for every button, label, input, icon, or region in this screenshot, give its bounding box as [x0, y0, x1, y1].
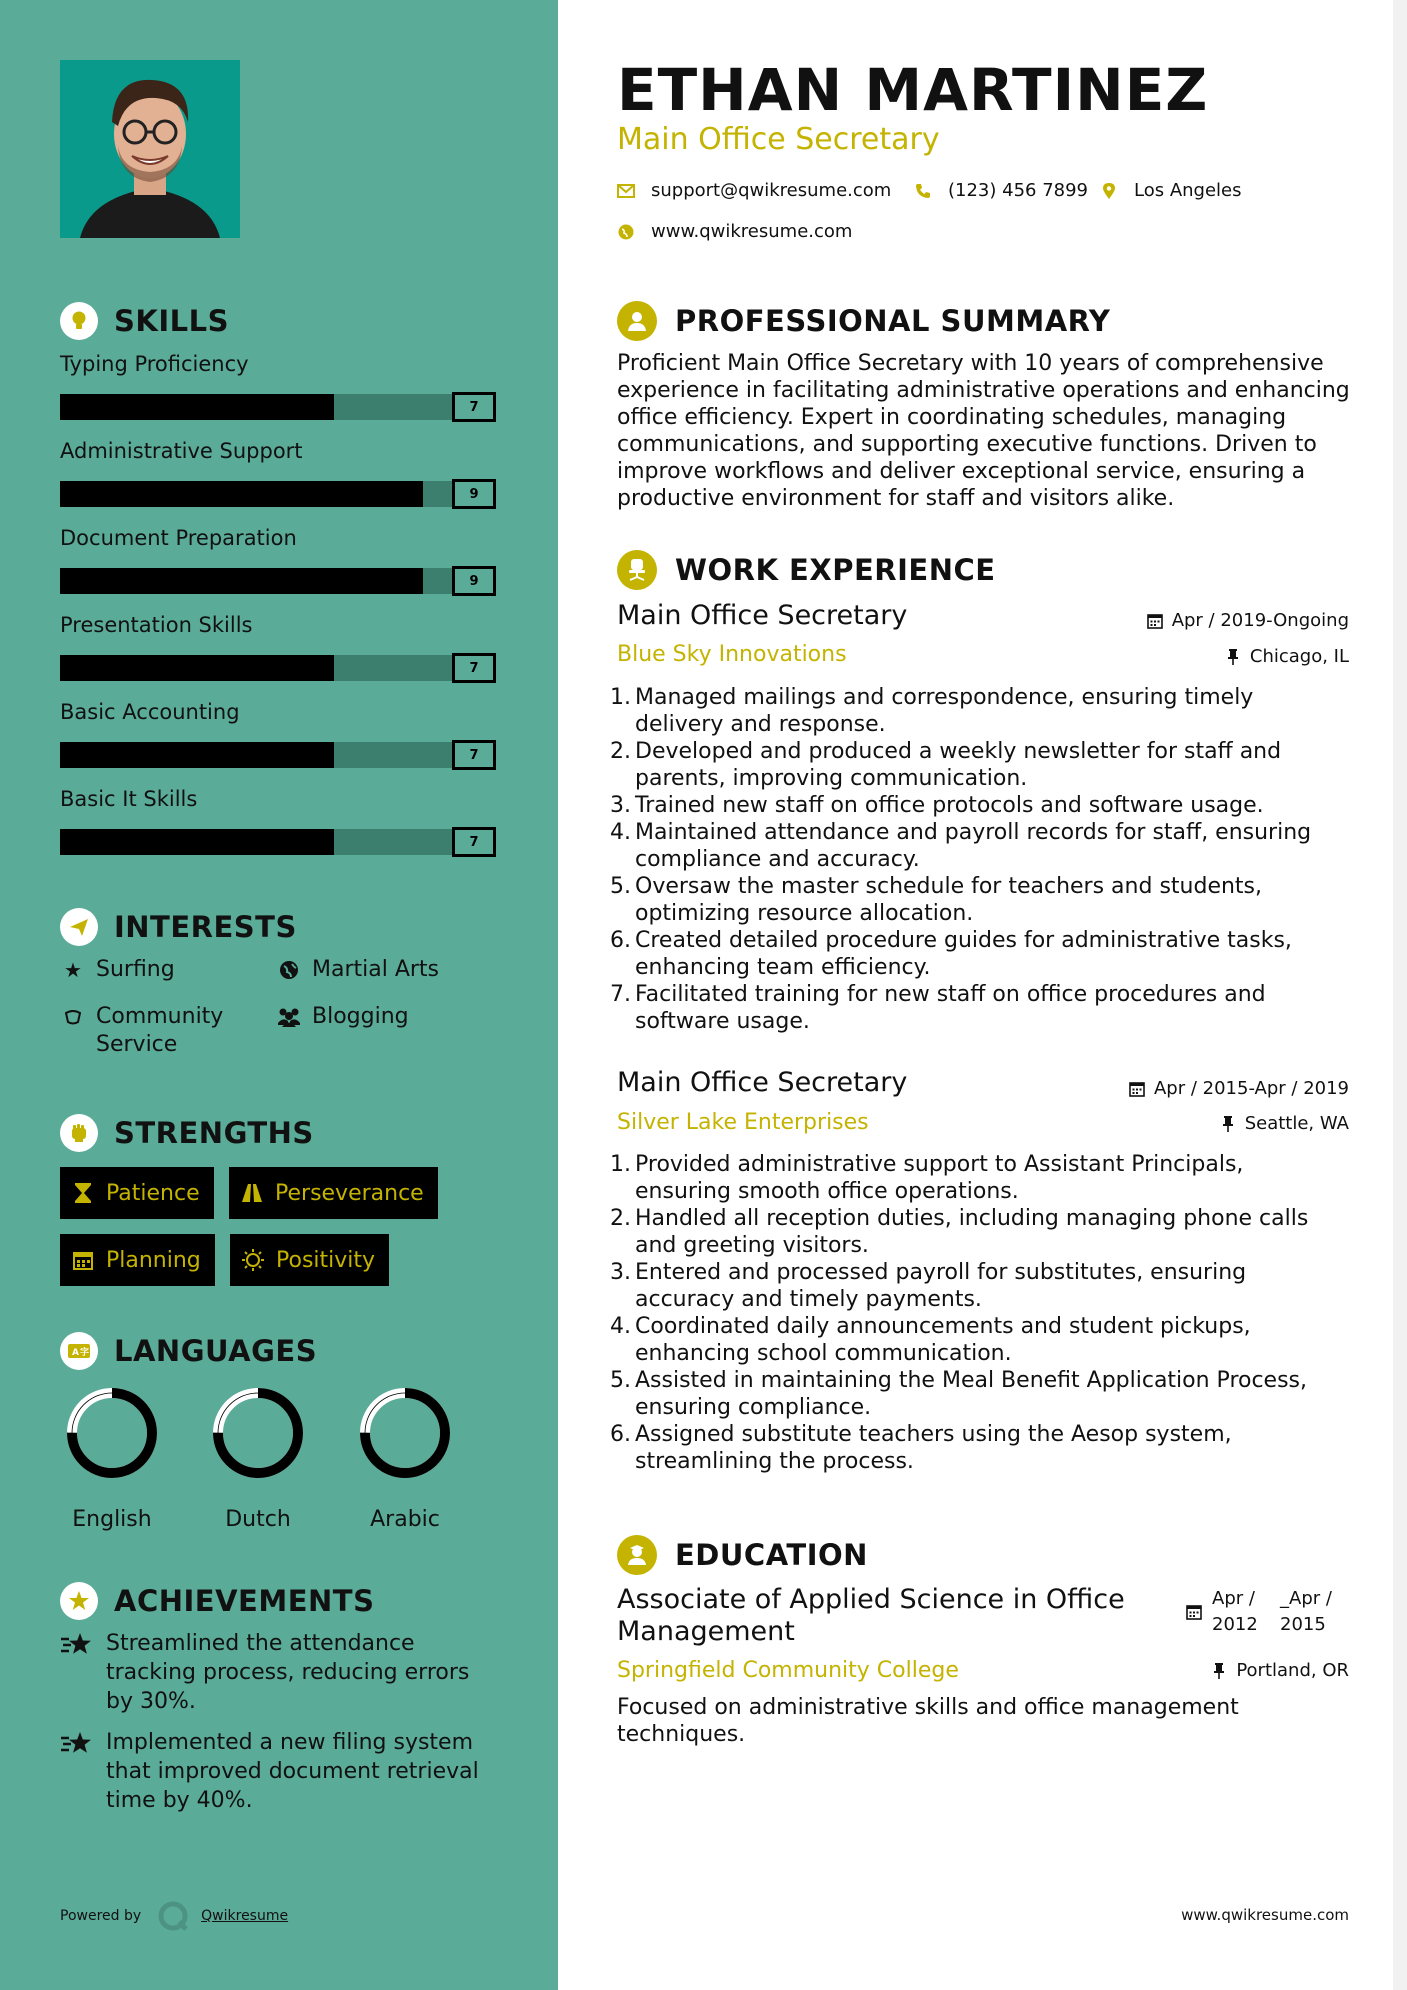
skill-bar: [60, 827, 500, 857]
duty-item: [610, 1313, 1340, 1367]
duty-item: [610, 1259, 1340, 1313]
skill-label: Document Preparation: [60, 526, 297, 550]
strength-label: Planning: [106, 1247, 201, 1273]
users-icon: [276, 1003, 302, 1031]
experience-section-header: [617, 550, 996, 590]
skill-label: Basic It Skills: [60, 787, 198, 811]
shooting-star-icon: [60, 1728, 96, 1815]
duty-number: 4.: [610, 820, 631, 845]
duty-number: 2.: [610, 739, 631, 764]
job-date-text: Apr / 2019-Ongoing: [1171, 610, 1349, 631]
pushpin-icon: [1210, 1662, 1228, 1680]
road-icon: [241, 1182, 263, 1204]
education-section-header: [617, 1535, 868, 1575]
skill-item: [60, 439, 500, 509]
office-chair-icon: [617, 550, 657, 590]
skill-level-badge: 9: [452, 479, 496, 509]
strengths-section-header: [60, 1114, 314, 1152]
candidate-name: ETHAN MARTINEZ: [617, 56, 1209, 124]
skill-bar: [60, 740, 500, 770]
skill-level-badge: 7: [452, 827, 496, 857]
job-role: Main Office Secretary: [617, 1067, 908, 1098]
strength-badge: [229, 1167, 438, 1219]
duty-text: Assigned substitute teachers using the Aesop system, streamlining the process.: [635, 1422, 1232, 1474]
achievements-title: ACHIEVEMENTS: [114, 1584, 375, 1618]
duty-number: 1.: [610, 685, 631, 710]
job-title: Main Office Secretary: [617, 122, 940, 157]
interest-item: [276, 1003, 409, 1031]
interest-label: Community Service: [96, 1004, 224, 1057]
skills-section-header: [60, 302, 229, 340]
education-degree: Associate of Applied Science in Office Management: [617, 1584, 1125, 1647]
duty-text: Entered and processed payroll for substitutes, ensuring accuracy and timely payments.: [635, 1260, 1247, 1312]
education-end-month: _Apr /: [1280, 1588, 1332, 1609]
strength-badge: [230, 1234, 389, 1286]
skill-bar: [60, 392, 500, 422]
duty-item: [610, 927, 1340, 981]
duty-text: Oversaw the master schedule for teachers and students, optimizing resource allocation.: [635, 874, 1262, 926]
job-location-text: Chicago, IL: [1249, 646, 1349, 667]
skill-level-badge: 7: [452, 392, 496, 422]
language-item: [52, 1385, 172, 1532]
duty-item: [610, 792, 1340, 819]
svg-text:A: A: [72, 1348, 79, 1358]
job-company: Silver Lake Enterprises: [617, 1110, 869, 1135]
duty-number: 4.: [610, 1314, 631, 1339]
job-date: [1128, 1078, 1349, 1099]
duty-item: [610, 738, 1340, 792]
language-icon: [60, 1332, 98, 1370]
duty-text: Maintained attendance and payroll records for staff, ensuring compliance and accuracy.: [635, 820, 1312, 872]
duty-text: Provided administrative support to Assistant Principals, ensuring smooth office operations.: [635, 1152, 1244, 1204]
star-icon: ★: [64, 958, 82, 982]
skill-bar: [60, 566, 500, 596]
achievement-item: [60, 1629, 500, 1716]
strength-badge: [60, 1234, 215, 1286]
sun-icon: [242, 1249, 264, 1271]
calendar-icon: [1186, 1586, 1204, 1638]
duty-item: [610, 819, 1340, 873]
skill-bar-fill: [60, 742, 334, 768]
language-item: [345, 1385, 465, 1532]
education-title: EDUCATION: [675, 1538, 868, 1572]
job-company: Blue Sky Innovations: [617, 642, 847, 667]
phone-icon: [914, 182, 932, 200]
interest-label: Blogging: [312, 1004, 409, 1029]
contact-email[interactable]: [617, 180, 891, 201]
duty-text: Assisted in maintaining the Meal Benefit Application Process, ensuring compliance.: [635, 1368, 1308, 1420]
summary-section-header: [617, 301, 1110, 341]
paper-plane-icon: [60, 908, 98, 946]
duty-text: Coordinated daily announcements and student pickups, enhancing school communication.: [635, 1314, 1251, 1366]
duty-number: 3.: [610, 793, 631, 818]
job-date-text: Apr / 2015-Apr / 2019: [1153, 1078, 1349, 1099]
skill-level-badge: 7: [452, 740, 496, 770]
duty-text: Facilitated training for new staff on office procedures and software usage.: [635, 982, 1266, 1034]
pushpin-icon: [1224, 648, 1242, 666]
skill-bar-fill: [60, 481, 423, 507]
education-start-year: 2012: [1212, 1614, 1258, 1635]
qwikresume-logo-icon: [157, 1900, 189, 1932]
duty-item: [610, 873, 1340, 927]
skill-bar: [60, 653, 500, 683]
duty-text: Developed and produced a weekly newsletter for staff and parents, improving communication.: [635, 739, 1282, 791]
job-location: [1219, 1113, 1349, 1134]
interest-label: Martial Arts: [312, 957, 440, 982]
skill-level-badge: 9: [452, 566, 496, 596]
powered-by: [60, 1900, 288, 1932]
interest-label: Surfing: [96, 957, 175, 982]
website-text: www.qwikresume.com: [651, 221, 853, 242]
strength-label: Positivity: [276, 1247, 376, 1273]
achievement-text: Implemented a new filing system that improved document retrieval time by 40%.: [106, 1730, 479, 1813]
skill-item: [60, 352, 500, 422]
skill-bar-fill: [60, 394, 334, 420]
hand-icon: [60, 1003, 86, 1031]
duty-number: 2.: [610, 1206, 631, 1231]
duty-number: 7.: [610, 982, 631, 1007]
lightbulb-icon: [60, 302, 98, 340]
skill-label: Basic Accounting: [60, 700, 240, 724]
svg-text:字: 字: [80, 1348, 90, 1358]
duty-item: [610, 981, 1340, 1035]
duty-text: Trained new staff on office protocols and software usage.: [635, 793, 1264, 818]
achievements-section-header: [60, 1582, 374, 1620]
skill-item: [60, 526, 500, 596]
job-location-text: Seattle, WA: [1244, 1113, 1349, 1134]
email-text: support@qwikresume.com: [651, 180, 892, 201]
interest-item: [276, 956, 439, 984]
strength-badge: [60, 1167, 214, 1219]
map-marker-icon: [1100, 182, 1118, 200]
globe-icon: [276, 956, 302, 984]
job-role: Main Office Secretary: [617, 600, 908, 631]
skill-label: Presentation Skills: [60, 613, 253, 637]
skill-item: [60, 700, 500, 770]
powered-by-label: Powered by: [60, 1908, 142, 1924]
education-description: Focused on administrative skills and office management techniques.: [617, 1695, 1239, 1747]
contact-location: [1100, 180, 1242, 201]
calendar-icon: [1146, 612, 1164, 630]
education-location-text: Portland, OR: [1236, 1660, 1349, 1681]
duty-number: 3.: [610, 1260, 631, 1285]
duty-text: Created detailed procedure guides for administrative tasks, enhancing team efficiency.: [635, 928, 1292, 980]
education-end-year: 2015: [1280, 1614, 1326, 1635]
duty-number: 5.: [610, 1368, 631, 1393]
skills-title: SKILLS: [114, 304, 229, 338]
achievement-text: Streamlined the attendance tracking process, reducing errors by 30%.: [106, 1631, 470, 1714]
summary-title: PROFESSIONAL SUMMARY: [675, 304, 1111, 338]
interests-section-header: [60, 908, 297, 946]
profile-photo: [60, 60, 240, 238]
duty-number: 5.: [610, 874, 631, 899]
job-duties: [610, 684, 1340, 1035]
skill-label: Administrative Support: [60, 439, 303, 463]
education-date: [1186, 1586, 1340, 1638]
language-label: English: [72, 1507, 152, 1532]
interest-item: [60, 956, 175, 984]
duty-number: 6.: [610, 928, 631, 953]
education-start-month: Apr /: [1212, 1588, 1255, 1609]
language-label: Dutch: [225, 1507, 291, 1532]
skill-level-badge: 7: [452, 653, 496, 683]
contact-phone[interactable]: [914, 180, 1088, 201]
education-school: Springfield Community College: [617, 1658, 959, 1683]
education-location: [1210, 1660, 1349, 1681]
contact-website[interactable]: [617, 221, 852, 242]
experience-title: WORK EXPERIENCE: [675, 553, 996, 587]
fist-icon: [60, 1114, 98, 1152]
calendar-icon: [1128, 1080, 1146, 1098]
qwikresume-link[interactable]: Qwikresume: [201, 1908, 289, 1924]
user-icon: [617, 301, 657, 341]
medal-star-icon: [60, 1582, 98, 1620]
pushpin-icon: [1219, 1115, 1237, 1133]
footer-url[interactable]: www.qwikresume.com: [1181, 1906, 1349, 1924]
language-label: Arabic: [370, 1507, 440, 1532]
languages-section-header: [60, 1332, 317, 1370]
interests-title: INTERESTS: [114, 910, 297, 944]
duty-item: [610, 1421, 1340, 1475]
duty-item: [610, 1151, 1340, 1205]
language-ring: [357, 1385, 453, 1481]
job-duties: [610, 1151, 1340, 1475]
calendar-icon: [72, 1249, 94, 1271]
skill-label: Typing Proficiency: [60, 352, 249, 376]
language-ring: [210, 1385, 306, 1481]
shooting-star-icon: [60, 1629, 96, 1716]
achievement-item: [60, 1728, 500, 1815]
phone-text: (123) 456 7899: [948, 180, 1089, 201]
duty-text: Managed mailings and correspondence, ensuring timely delivery and response.: [635, 685, 1254, 737]
globe-icon: [617, 223, 635, 241]
graduate-icon: [617, 1535, 657, 1575]
duty-text: Handled all reception duties, including managing phone calls and greeting visitors.: [635, 1206, 1309, 1258]
interest-item: [60, 1003, 260, 1059]
language-ring: [64, 1385, 160, 1481]
summary-text: Proficient Main Office Secretary with 10 years of comprehensive experience in facilitating administrative operations and enhancing office efficiency. Expert in coordinating schedules, managing communications, and supporting executive functions. Driven to improve workflows and deliver exceptional service, ensuring a productive environment for staff and visitors alike.: [617, 351, 1350, 511]
duty-item: [610, 1205, 1340, 1259]
hourglass-icon: [72, 1182, 94, 1204]
languages-title: LANGUAGES: [114, 1334, 318, 1368]
job-date: [1146, 610, 1349, 631]
envelope-icon: [617, 182, 635, 200]
skill-item: [60, 787, 500, 857]
strength-label: Patience: [106, 1180, 200, 1206]
duty-item: [610, 684, 1340, 738]
strengths-title: STRENGTHS: [114, 1116, 314, 1150]
skill-bar-fill: [60, 568, 423, 594]
location-text: Los Angeles: [1134, 180, 1242, 201]
duty-number: 1.: [610, 1152, 631, 1177]
skill-bar: [60, 479, 500, 509]
skill-bar-fill: [60, 829, 334, 855]
duty-item: [610, 1367, 1340, 1421]
strength-label: Perseverance: [275, 1180, 424, 1206]
job-location: [1224, 646, 1349, 667]
skill-bar-fill: [60, 655, 334, 681]
language-item: [198, 1385, 318, 1532]
page-edge: [1393, 0, 1407, 1990]
duty-number: 6.: [610, 1422, 631, 1447]
skill-item: [60, 613, 500, 683]
